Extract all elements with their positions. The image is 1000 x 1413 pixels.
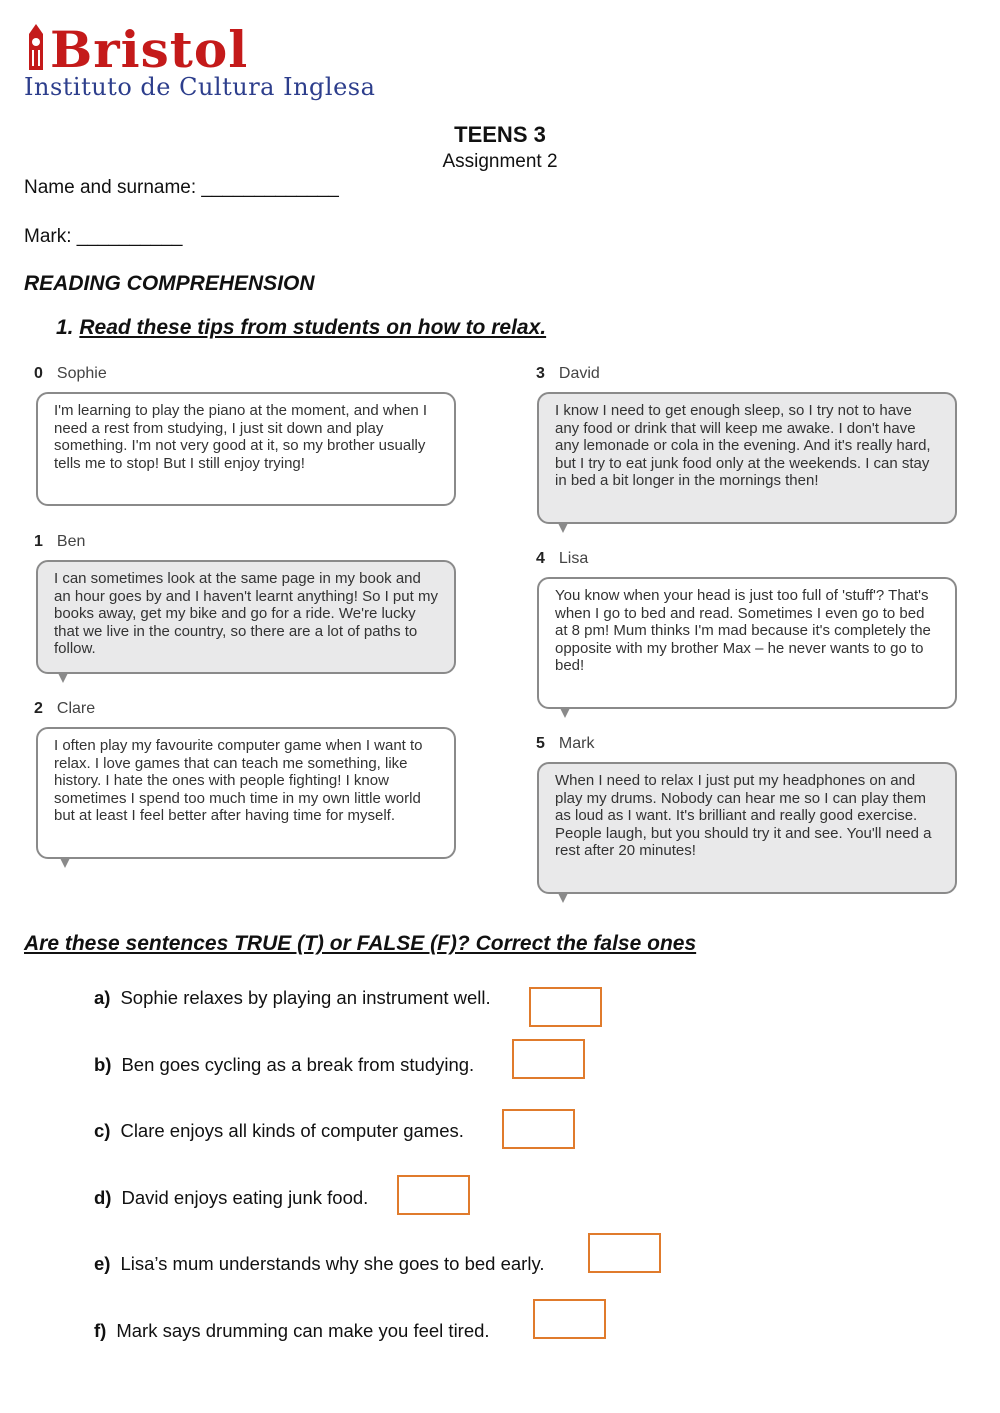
- tip-bubble-lisa: You know when your head is just too full of 'stuff'? That's when I go to bed and read. Sometimes I even go to bed at 8 pm! Mum thinks I'm mad because it's completely the opposite with my brother Max – he never wants to go to bed!: [537, 577, 957, 709]
- bubble-tail: [558, 893, 568, 903]
- statement-e: e) Lisa’s mum understands why she goes to bed early.: [94, 1253, 545, 1274]
- tip-label-clare: 2 Clare: [34, 700, 96, 717]
- statement-d: d) David enjoys eating junk food.: [94, 1187, 369, 1208]
- question-2: Are these sentences TRUE (T) or FALSE (F)? Correct the false ones: [24, 932, 697, 955]
- section-title: READING COMPREHENSION: [24, 272, 315, 295]
- page-title: TEENS 3: [454, 122, 546, 147]
- bubble-tail: [560, 708, 570, 718]
- answer-box-c[interactable]: [502, 1109, 575, 1149]
- bubble-tail: [558, 523, 568, 533]
- answer-box-a[interactable]: [529, 987, 602, 1027]
- question-1: [56, 316, 546, 340]
- statement-c: c) Clare enjoys all kinds of computer games.: [94, 1120, 464, 1141]
- statement-f: f) Mark says drumming can make you feel tired.: [94, 1320, 490, 1341]
- tip-label-sophie: 0 Sophie: [34, 365, 107, 382]
- tip-label-lisa: 4 Lisa: [536, 550, 589, 567]
- name-field[interactable]: Name and surname: _____________: [24, 177, 339, 198]
- logo-name: Bristol: [50, 20, 249, 79]
- tip-bubble-ben: I can sometimes look at the same page in my book and an hour goes by and I haven't learnt anything! So I put my books away, get my bike and go for a ride. We're lucky that we live in the country, so there are a lot of paths to follow.: [36, 560, 456, 674]
- tip-bubble-mark: When I need to relax I just put my headphones on and play my drums. Nobody can hear me so I can play them as loud as I want. It's brilliant and really good exercise. People laugh, but you should try it and see. You'll need a rest after 20 minutes!: [537, 762, 957, 894]
- page-subtitle: Assignment 2: [442, 151, 558, 172]
- bubble-tail: [60, 858, 70, 868]
- tip-bubble-david: I know I need to get enough sleep, so I try not to have any food or drink that will keep me awake. I don't have any lemonade or cola in the evening. And it's really hard, but I try to eat junk food only at the weekends. I can stay in bed a bit longer in the mornings then!: [537, 392, 957, 524]
- tip-label-david: 3 David: [536, 365, 600, 382]
- answer-box-e[interactable]: [588, 1233, 661, 1273]
- logo-subtitle: Instituto de Cultura Inglesa: [24, 73, 376, 101]
- bubble-tail: [58, 673, 68, 683]
- tip-label-mark: 5 Mark: [536, 735, 595, 752]
- question-1-text: Read these tips from students on how to relax.: [79, 316, 547, 339]
- tip-label-ben: 1 Ben: [34, 533, 86, 550]
- tip-bubble-clare: I often play my favourite computer game when I want to relax. I love games that can teach me something, like history. I hate the ones with people fighting! I know sometimes I spend too much time in my own little world but at least I feel better after having time for myself.: [36, 727, 456, 859]
- answer-box-f[interactable]: [533, 1299, 606, 1339]
- answer-box-d[interactable]: [397, 1175, 470, 1215]
- tip-bubble-sophie: I'm learning to play the piano at the moment, and when I need a rest from studying, I just sit down and play something. I'm not very good at it, so my brother usually tells me to stop! But I still enjoy trying!: [36, 392, 456, 506]
- answer-box-b[interactable]: [512, 1039, 585, 1079]
- big-ben-icon: [22, 24, 50, 70]
- statement-a: a) Sophie relaxes by playing an instrument well.: [94, 987, 491, 1008]
- mark-field[interactable]: Mark: __________: [24, 226, 183, 247]
- question-1-number: 1.: [56, 316, 74, 339]
- statement-b: b) Ben goes cycling as a break from studying.: [94, 1054, 475, 1075]
